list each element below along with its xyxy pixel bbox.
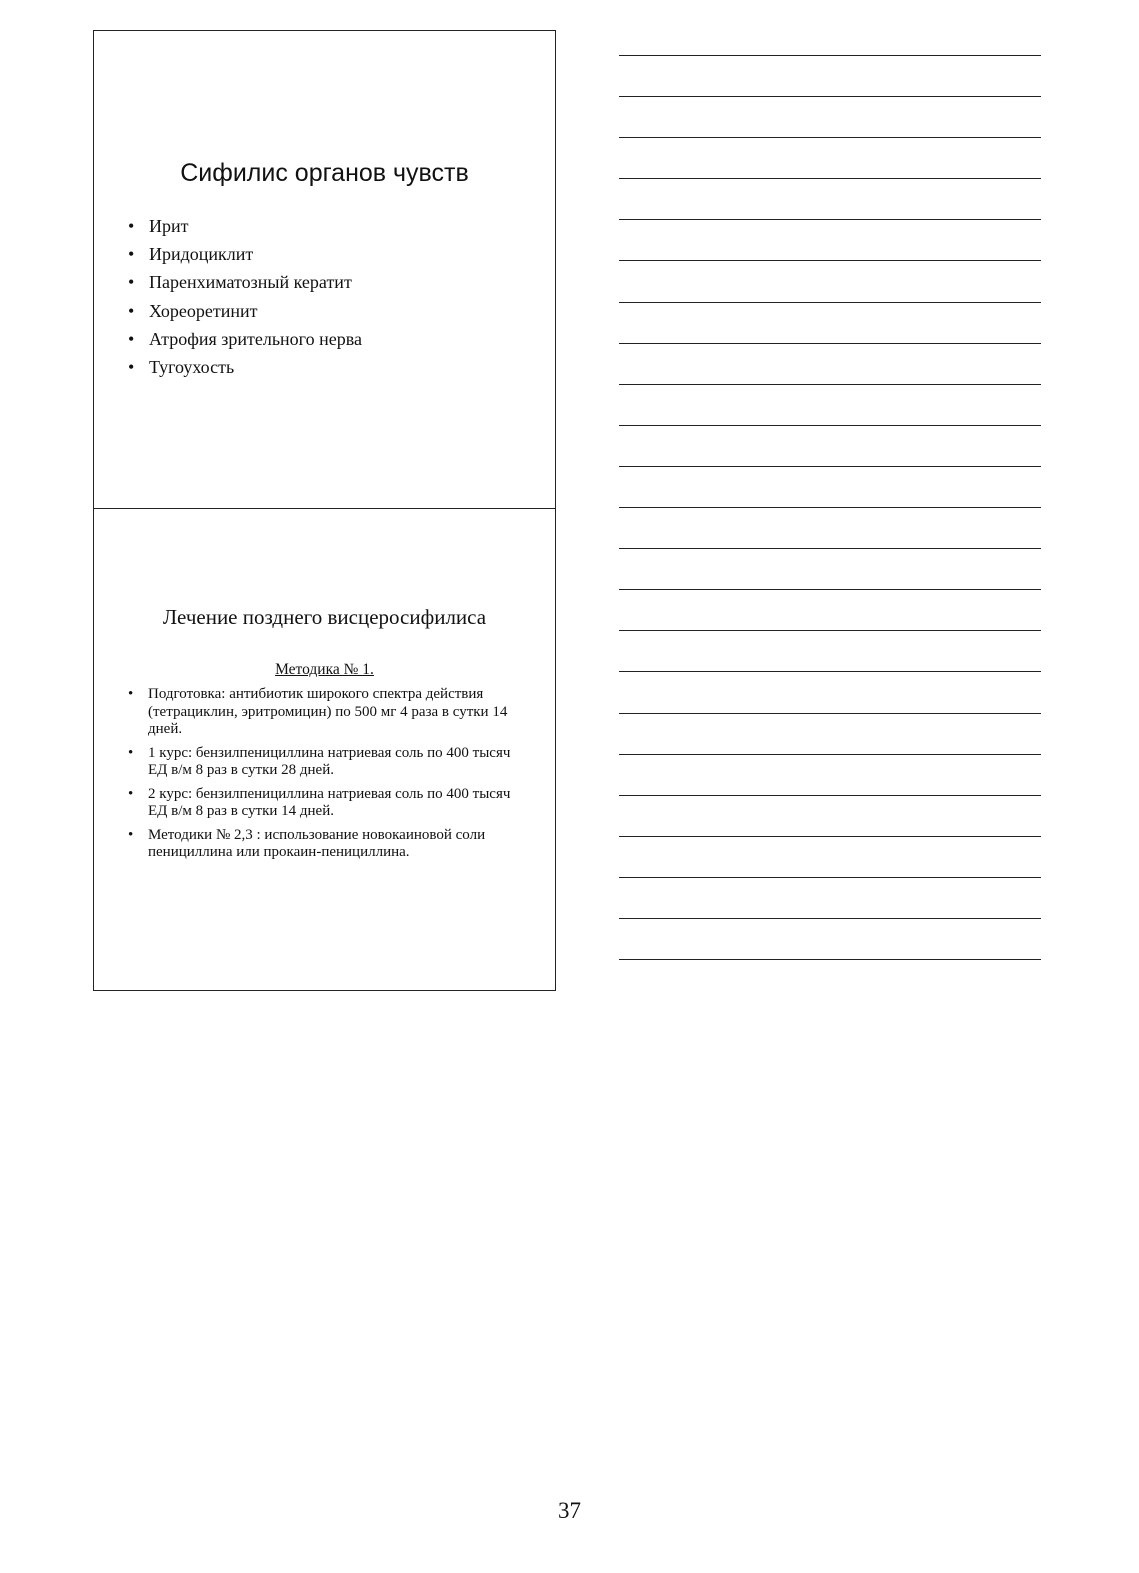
- list-item: • Паренхиматозный кератит: [128, 268, 362, 296]
- note-line: [619, 507, 1041, 548]
- note-line: [619, 384, 1041, 425]
- list-item: • Хореоретинит: [128, 297, 362, 325]
- note-line: [619, 343, 1041, 384]
- slide-late-visceral-treatment: [93, 508, 556, 991]
- bullet-list: [128, 212, 362, 381]
- note-line: [619, 630, 1041, 671]
- note-line: [619, 178, 1041, 219]
- note-line: [619, 671, 1041, 712]
- page-number: 37: [558, 1498, 581, 1523]
- note-line: [619, 918, 1041, 959]
- slide-title: Лечение позднего висцеросифилиса: [162, 605, 487, 629]
- note-line: [619, 302, 1041, 343]
- list-item: • Иридоциклит: [128, 240, 362, 268]
- note-line: [619, 754, 1041, 795]
- list-item: • Подготовка: антибиотик широкого спектра действия (тетрациклин, эритромицин) по 500 мг 4 раза в сутки 14 дней.: [128, 686, 523, 739]
- note-line: [619, 96, 1041, 137]
- slide-organs-of-senses: [93, 30, 556, 510]
- method-subtitle: [94, 661, 555, 679]
- note-line: [619, 795, 1041, 836]
- note-line: [619, 55, 1041, 96]
- note-line: [619, 260, 1041, 301]
- note-line: [619, 137, 1041, 178]
- note-line: [619, 219, 1041, 260]
- note-line: [619, 877, 1041, 918]
- list-item: • 1 курс: бензилпенициллина натриевая соль по 400 тысяч ЕД в/м 8 раз в сутки 28 дней.: [128, 745, 523, 780]
- list-item: • Атрофия зрительного нерва: [128, 325, 362, 353]
- note-line: [619, 589, 1041, 630]
- list-item: • Ирит: [128, 212, 362, 240]
- note-line: [619, 466, 1041, 507]
- note-line: [619, 713, 1041, 754]
- note-line: [619, 959, 1041, 961]
- note-line: [619, 836, 1041, 877]
- notes-lines: [619, 55, 1041, 961]
- note-line: [619, 425, 1041, 466]
- list-item: • Тугоухость: [128, 353, 362, 381]
- list-item: • Методики № 2,3 : использование новокаиновой соли пенициллина или прокаин-пенициллина.: [128, 827, 523, 862]
- slide-title: Сифилис органов чувств: [180, 159, 469, 187]
- list-item: • 2 курс: бензилпенициллина натриевая соль по 400 тысяч ЕД в/м 8 раз в сутки 14 дней.: [128, 786, 523, 821]
- bullet-list: [128, 686, 523, 868]
- method-subtitle-text: Методика № 1.: [275, 661, 374, 678]
- note-line: [619, 548, 1041, 589]
